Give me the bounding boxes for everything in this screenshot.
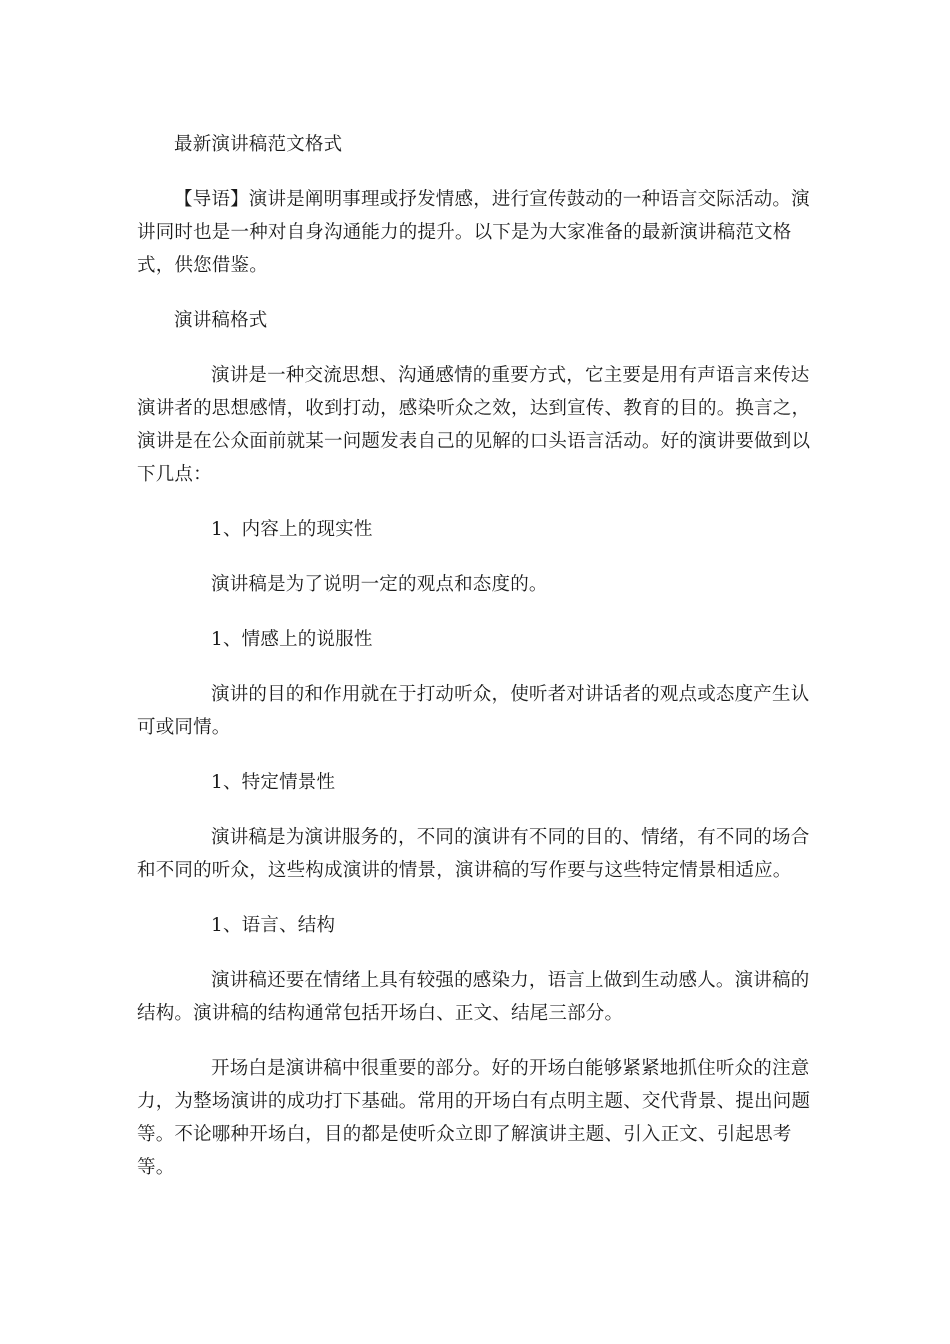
item-title: 1、特定情景性 [211, 772, 336, 793]
document-title: 最新演讲稿范文格式 [174, 134, 343, 155]
intro-paragraph: 【导语】演讲是阐明事理或抒发情感，进行宣传鼓动的一种语言交际活动。演讲同时也是一种对自身沟通能力的提升。以下是为大家准备的最新演讲稿范文格式，供您借鉴。 [137, 189, 810, 276]
item-title: 1、语言、结构 [211, 915, 336, 936]
section-title: 演讲稿格式 [174, 310, 268, 331]
item-title: 1、情感上的说服性 [211, 629, 373, 650]
body-paragraph: 开场白是演讲稿中很重要的部分。好的开场白能够紧紧地抓住听众的注意力，为整场演讲的成功打下基础。常用的开场白有点明主题、交代背景、提出问题等。不论哪种开场白，目的都是使听众立即了解演讲主题、引入正文、引起思考等。 [137, 1058, 811, 1178]
item-body: 演讲稿是为了说明一定的观点和态度的。 [211, 574, 548, 595]
document-page [137, 128, 827, 1206]
item-body: 演讲的目的和作用就在于打动听众，使听者对讲话者的观点或态度产生认可或同情。 [137, 684, 810, 738]
item-body: 演讲稿还要在情绪上具有较强的感染力，语言上做到生动感人。演讲稿的结构。演讲稿的结构通常包括开场白、正文、结尾三部分。 [137, 970, 810, 1024]
item-body: 演讲稿是为演讲服务的，不同的演讲有不同的目的、情绪，有不同的场合和不同的听众，这些构成演讲的情景，演讲稿的写作要与这些特定情景相适应。 [137, 827, 810, 881]
body-paragraph: 演讲是一种交流思想、沟通感情的重要方式，它主要是用有声语言来传达演讲者的思想感情，收到打动，感染听众之效，达到宣传、教育的目的。换言之，演讲是在公众面前就某一问题发表自己的见解的口头语言活动。好的演讲要做到以下几点： [137, 365, 811, 485]
item-title: 1、内容上的现实性 [211, 519, 373, 540]
